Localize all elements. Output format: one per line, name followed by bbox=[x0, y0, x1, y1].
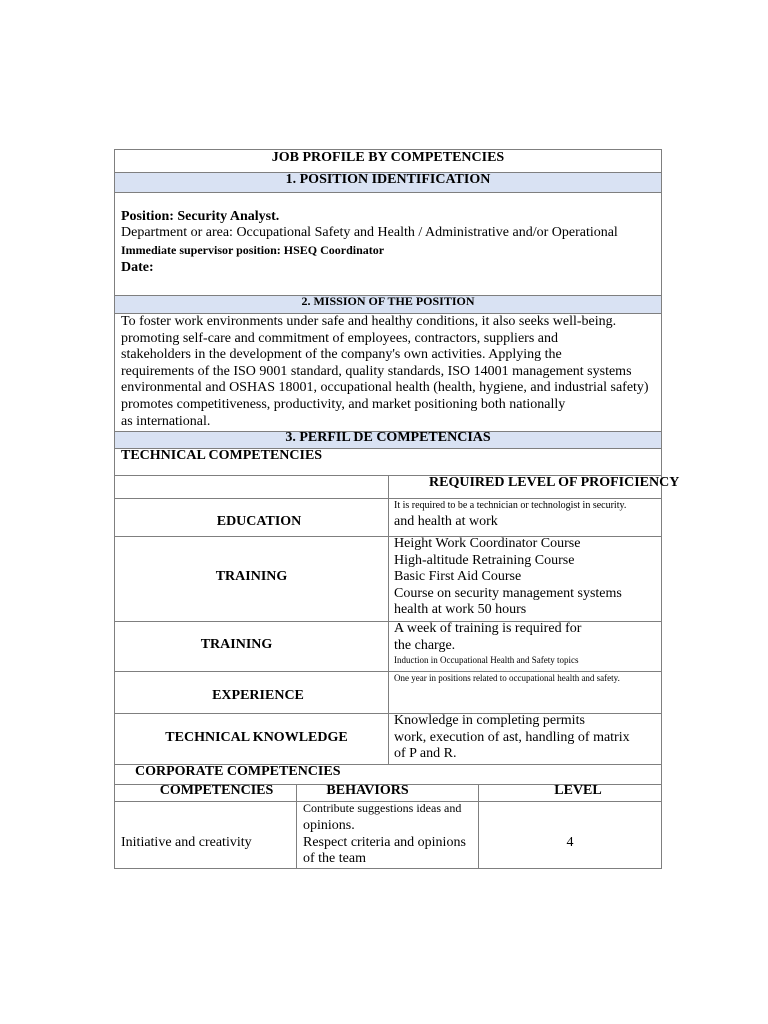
technical-knowledge-line: Knowledge in completing permits bbox=[394, 713, 585, 728]
training-course-line: Course on security management systems bbox=[394, 585, 622, 601]
training-week-line: the charge. bbox=[394, 637, 456, 653]
training-week-line: A week of training is required for bbox=[394, 621, 582, 636]
corporate-competencies-title: CORPORATE COMPETENCIES bbox=[135, 764, 341, 779]
mission-line: requirements of the ISO 9001 standard, quality standards, ISO 14001 management systems bbox=[121, 363, 632, 379]
behavior-line: of the team bbox=[303, 851, 366, 867]
section-3-heading: 3. PERFIL DE COMPETENCIAS bbox=[285, 430, 491, 445]
training-week-label: TRAINING bbox=[200, 637, 273, 652]
training-course-line: health at work 50 hours bbox=[394, 602, 527, 618]
training-course-line: Basic First Aid Course bbox=[394, 569, 522, 585]
mission-line: promoting self-care and commitment of employees, contractors, suppliers and bbox=[121, 330, 558, 346]
technical-knowledge-label: TECHNICAL KNOWLEDGE bbox=[165, 730, 348, 745]
document-title: JOB PROFILE BY COMPETENCIES bbox=[271, 150, 505, 165]
level-column-header: LEVEL bbox=[554, 783, 602, 798]
training-course-line: High-altitude Retraining Course bbox=[394, 552, 575, 568]
technical-knowledge-line: work, execution of ast, handling of matrix bbox=[394, 729, 630, 745]
training-courses-label: TRAINING bbox=[215, 569, 288, 584]
training-course-line: Height Work Coordinator Course bbox=[394, 536, 581, 551]
required-level-left-cell bbox=[114, 475, 389, 499]
supervisor-field: Immediate supervisor position: HSEQ Coordinator bbox=[121, 243, 385, 257]
experience-label: EXPERIENCE bbox=[212, 688, 304, 703]
training-week-line: Induction in Occupational Health and Safety topics bbox=[394, 655, 579, 665]
job-profile-document bbox=[114, 149, 680, 869]
mission-line: stakeholders in the development of the company's own activities. Applying the bbox=[121, 347, 562, 363]
position-field: Position: Security Analyst. bbox=[121, 209, 280, 224]
behavior-line: Contribute suggestions ideas and bbox=[303, 801, 462, 815]
experience-line: One year in positions related to occupational health and safety. bbox=[394, 673, 620, 683]
behaviors-column-header: BEHAVIORS bbox=[326, 783, 409, 798]
required-level-header: REQUIRED LEVEL OF PROFICIENCY bbox=[429, 475, 680, 490]
section-2-heading: 2. MISSION OF THE POSITION bbox=[301, 294, 475, 308]
corporate-competency-name: Initiative and creativity bbox=[121, 835, 252, 850]
education-line: It is required to be a technician or technologist in security. bbox=[394, 500, 627, 511]
section-1-heading: 1. POSITION IDENTIFICATION bbox=[285, 172, 491, 187]
mission-line: environmental and OSHAS 18001, occupational health (health, hygiene, and industrial safety) bbox=[121, 380, 649, 396]
department-field: Department or area: Occupational Safety and Health / Administrative and/or Operational bbox=[121, 225, 618, 240]
mission-line: promotes competitiveness, productivity, and market positioning both nationally bbox=[121, 397, 566, 412]
competencies-column-header: COMPETENCIES bbox=[159, 783, 274, 798]
mission-line: To foster work environments under safe and healthy conditions, it also seeks well-being. bbox=[121, 314, 617, 329]
date-field: Date: bbox=[121, 260, 154, 275]
education-line: and health at work bbox=[394, 514, 498, 529]
behavior-line: Respect criteria and opinions bbox=[303, 834, 466, 850]
technical-knowledge-line: of P and R. bbox=[394, 746, 457, 762]
technical-competencies-title: TECHNICAL COMPETENCIES bbox=[121, 448, 323, 463]
mission-line: as international. bbox=[121, 413, 211, 429]
education-label: EDUCATION bbox=[216, 514, 302, 529]
competency-level-value: 4 bbox=[566, 835, 574, 850]
behavior-line: opinions. bbox=[303, 818, 355, 833]
